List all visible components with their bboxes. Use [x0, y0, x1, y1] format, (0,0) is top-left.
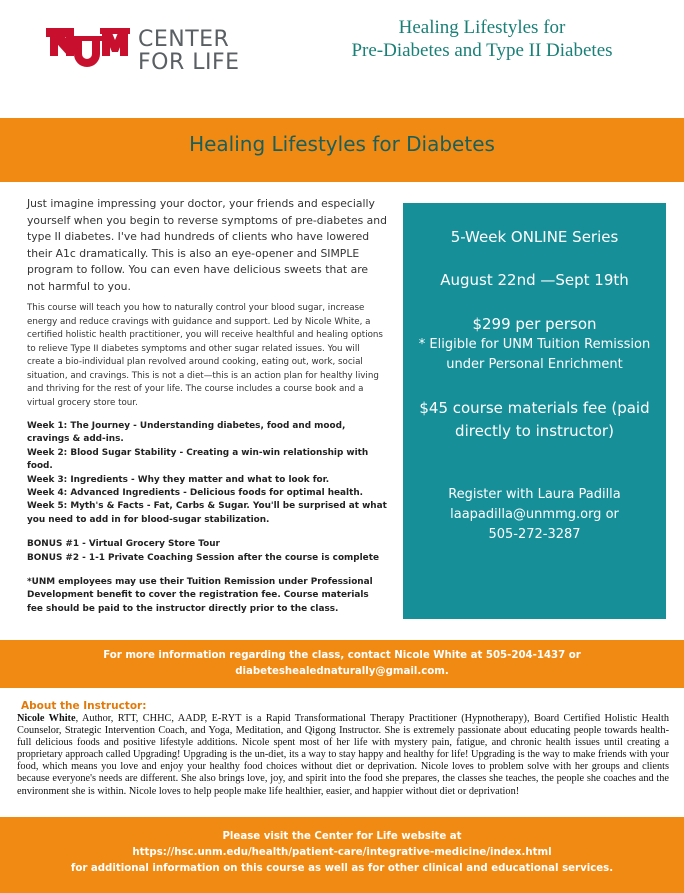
header-title-line-1: Healing Lifestyles for	[398, 17, 566, 38]
registration-box	[403, 203, 666, 619]
bonus-item-1: BONUS #1 - Virtual Grocery Store Tour	[27, 539, 220, 550]
week-item: Week 5: Myth's & Facts - Fat, Carbs & Sugar. You'll be surprised at what you need to add in for blood-sugar stabilization.	[27, 501, 387, 525]
header-title	[332, 16, 632, 62]
course-details	[27, 196, 387, 616]
logo-line-1: CENTER	[138, 27, 230, 52]
footer-banner	[0, 817, 684, 893]
week-list	[27, 420, 387, 527]
tuition-note: *UNM employees may use their Tuition Remission under Professional Development benefit to cover the registration fee. Course materials fee should be paid to the instructor directly prior to the class.	[27, 577, 373, 614]
series-dates: August 22nd —Sept 19th	[440, 271, 629, 289]
bonus-list	[27, 538, 387, 565]
register-name: Register with Laura Padilla	[448, 487, 621, 502]
logo-wordmark	[138, 28, 240, 74]
intro-paragraph: Just imagine impressing your doctor, your friends and especially yourself when you begin to reverse symptoms of pre-diabetes and type II diabetes. I've had hundreds of clients who have lowered their A1c dramatically. This is also an eye-opener and SIMPLE program to follow. You can even have delicious sweets that are not harmful to you.	[27, 197, 387, 293]
instructor-bio-text: , Author, RTT, CHHC, AADP, E-RYT is a Rapid Transformational Therapy Practitioner (Hypnotherapy), Board Certified Holistic Health Counselor, Strategic Intervention Coach, and Yoga, Meditation, and Qigong Instructor. She is extremely passionate about educating people towards health-full delicious foods and positive lifestyle additions. Nicole spent most of her life with mystery pain, fatigue, and chronic health issues until creating a proprietary approach called Upgrading! Upgrading is the un-diet, its a way to stay happy and healthy for life! Upgrading is the way to make friends with your food, which means you love and enjoy your healthy food choices without diet or deprivation. Nicole loves to problem solve with her groups and clients because everyone's needs are different. She also brings love, joy, and spirit into the food she prepares, the classes she teaches, the people she coaches and the environment she is within. Nicole loves to help people make life healthier, easier, and happier without diet or deprivation!	[17, 713, 670, 797]
page-title: Healing Lifestyles for Diabetes	[189, 132, 495, 156]
contact-line-1: For more information regarding the class, contact Nicole White at 505-204-1437 or	[103, 650, 581, 661]
bonus-item-2: BONUS #2 - 1-1 Private Coaching Session after the course is complete	[27, 552, 379, 563]
register-email[interactable]: laapadilla@unmmg.org or	[450, 507, 619, 522]
instructor-section	[17, 700, 669, 798]
instructor-bio	[17, 713, 669, 798]
header	[0, 0, 684, 118]
registration-contact	[403, 485, 666, 545]
week-item: Week 3: Ingredients - Why they matter and what to look for.	[27, 474, 330, 485]
footer-website-link[interactable]: https://hsc.unm.edu/health/patient-care/integrative-medicine/index.html	[132, 847, 552, 858]
week-item: Week 2: Blood Sugar Stability - Creating a win-win relationship with food.	[27, 447, 369, 472]
register-phone[interactable]: 505-272-3287	[488, 527, 581, 542]
price: $299 per person	[472, 315, 597, 333]
series-label: 5-Week ONLINE Series	[450, 228, 619, 246]
unm-center-for-life-logo	[44, 22, 284, 82]
logo-line-2: FOR LIFE	[138, 50, 240, 75]
week-item: Week 4: Advanced Ingredients - Delicious foods for optimal health.	[27, 488, 364, 499]
materials-fee: $45 course materials fee (paid directly to instructor)	[419, 399, 650, 440]
title-banner	[0, 118, 684, 182]
footer-line-3: for additional information on this course as well as for other clinical and educational services.	[70, 863, 614, 874]
contact-banner	[0, 640, 684, 688]
instructor-heading: About the Instructor:	[21, 700, 147, 712]
footer-line-1: Please visit the Center for Life website at	[222, 831, 462, 842]
contact-email[interactable]: diabeteshealednaturally@gmail.com.	[235, 666, 449, 677]
course-description: This course will teach you how to naturally control your blood sugar, increase energy and reduce cravings with guidance and support. Led by Nicole White, a certified holistic health practitioner, you will receive healthful and healing options to relieve Type II diabetes symptoms and other sugar related issues. You will create a bio-individual plan revolved around cooking, eating out, work, social situation, and cravings. This is not a diet—this is an action plan for healthy living and thriving for the rest of your life. The course includes a course book and a virtual grocery store tour.	[27, 303, 383, 408]
remission-note: * Eligible for UNM Tuition Remission under Personal Enrichment	[418, 337, 651, 372]
header-title-line-2: Pre-Diabetes and Type II Diabetes	[351, 40, 613, 61]
week-item: Week 1: The Journey - Understanding diabetes, food and mood, cravings & add-ins.	[27, 421, 346, 445]
unm-logo-mark	[44, 22, 134, 82]
instructor-name: Nicole White	[17, 713, 76, 724]
